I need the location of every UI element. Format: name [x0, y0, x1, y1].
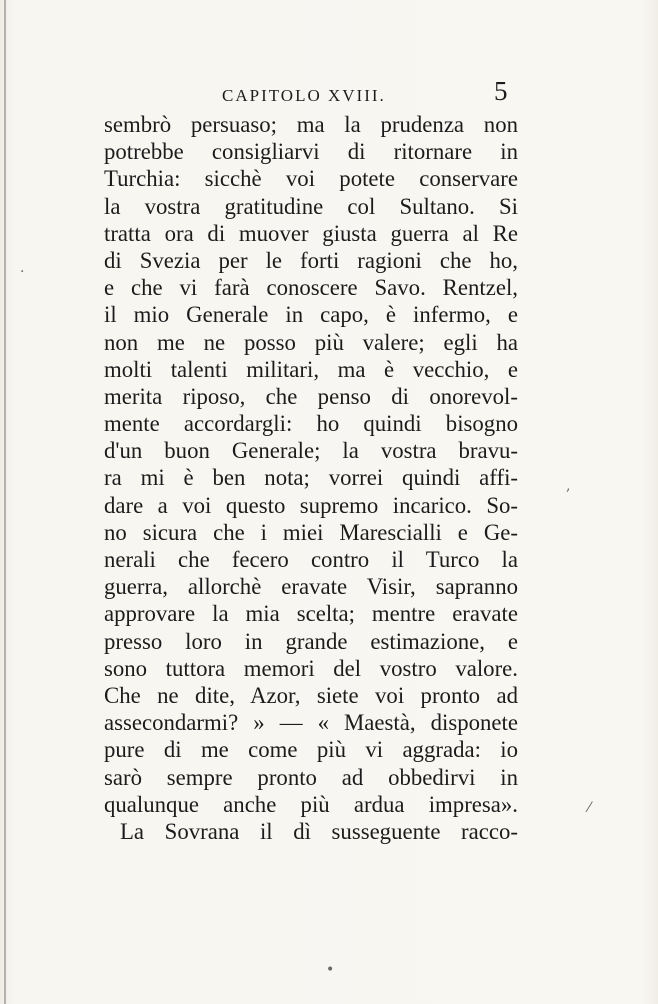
text-line: ra mi è ben nota; vorrei quindi affi-	[104, 465, 518, 491]
text-line: qualunque anche più ardua impresa».	[104, 791, 518, 817]
text-line: assecondarmi? » — « Maestà, disponete	[104, 710, 518, 736]
stray-pencil-mark: ⁄	[588, 800, 591, 816]
text-line: sono tuttora memori del vostro valore.	[104, 655, 518, 681]
text-line: tratta ora di muover giusta guerra al Re	[104, 220, 518, 246]
text-line: il mio Generale in capo, è infermo, e	[104, 302, 518, 328]
text-line: e che vi farà conoscere Savo. Rentzel,	[104, 275, 518, 301]
text-line: merita riposo, che penso di onorevol-	[104, 383, 518, 409]
text-line: sarò sempre pronto ad obbedirvi in	[104, 764, 518, 790]
text-line: Turchia: sicchè voi potete conservare	[104, 166, 518, 192]
body-text	[104, 111, 518, 845]
text-line: molti talenti militari, ma è vecchio, e	[104, 356, 518, 382]
text-line: nerali che fecero contro il Turco la	[104, 547, 518, 572]
text-line: dare a voi questo supremo incarico. So-	[104, 492, 518, 518]
text-line: Che ne dite, Azor, siete voi pronto ad	[104, 682, 518, 708]
text-line: d'un buon Generale; la vostra bravu-	[104, 438, 518, 464]
running-head: CAPITOLO XVIII.	[222, 86, 386, 105]
text-line: sembrò persuaso; ma la prudenza non	[104, 112, 518, 137]
stray-pencil-mark: ·	[20, 264, 25, 280]
page-header	[0, 76, 658, 114]
text-line: mente accordargli: ho quindi bisogno	[104, 411, 518, 437]
text-line: La Sovrana il dì susseguente racco-	[120, 818, 518, 844]
text-line: non me ne posso più valere; egli ha	[104, 329, 518, 355]
stray-pencil-mark: •	[326, 962, 335, 978]
text-line: presso loro in grande estimazione, e	[104, 628, 518, 654]
text-line: potrebbe consigliarvi di ritornare in	[104, 139, 518, 165]
text-line: di Svezia per le forti ragioni che ho,	[104, 247, 518, 273]
page-binding-edge	[4, 0, 6, 1004]
text-line: approvare la mia scelta; mentre eravate	[104, 601, 518, 627]
stray-pencil-mark: ,	[566, 478, 571, 494]
text-line: no sicura che i miei Marescialli e Ge-	[104, 519, 518, 545]
text-line: pure di me come più vi aggrada: io	[104, 737, 518, 763]
text-line: guerra, allorchè eravate Visir, sapranno	[104, 574, 518, 600]
page-number: 5	[494, 76, 508, 106]
text-line: la vostra gratitudine col Sultano. Si	[104, 193, 518, 219]
